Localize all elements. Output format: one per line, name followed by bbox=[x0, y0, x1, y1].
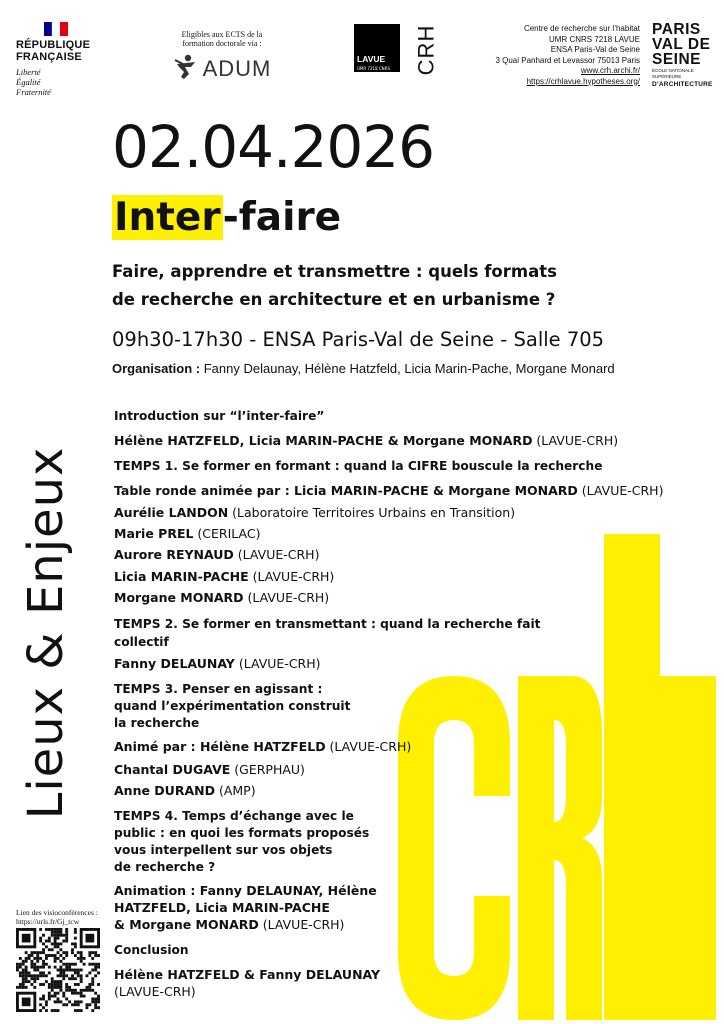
crh-small-text: CRH bbox=[413, 24, 439, 76]
motto-fraternite: Fraternité bbox=[16, 87, 51, 97]
paris-val-de-seine-logo bbox=[652, 22, 716, 89]
event-organisation bbox=[112, 360, 615, 378]
programme-line: Introduction sur “l’inter-faire” bbox=[114, 409, 325, 423]
org-label: Organisation : bbox=[112, 361, 201, 376]
programme-line: Hélène HATZFELD & Fanny DELAUNAY bbox=[114, 967, 381, 982]
side-title-text: Lieux & Enjeux bbox=[18, 446, 74, 820]
republique-title-line1: RÉPUBLIQUE bbox=[16, 39, 91, 51]
lavue-name: LAVUE bbox=[357, 54, 386, 64]
republique-francaise-logo bbox=[16, 22, 106, 97]
programme-line: Licia MARIN-PACHE (LAVUE-CRH) bbox=[114, 569, 335, 584]
programme-line: & Morgane MONARD (LAVUE-CRH) bbox=[114, 917, 345, 932]
address-line: Centre de recherche sur l’habitat bbox=[523, 24, 640, 33]
qr-code[interactable] bbox=[16, 928, 100, 1012]
adum-logo bbox=[168, 54, 276, 84]
programme-line: public : en quoi les formats proposés bbox=[114, 826, 370, 840]
programme-line: Fanny DELAUNAY (LAVUE-CRH) bbox=[114, 656, 321, 671]
pvs-line2: VAL DE bbox=[652, 36, 711, 53]
event-subtitle-line2: de recherche en architecture et en urbanisme ? bbox=[112, 290, 556, 309]
programme-line: Animé par : Hélène HATZFELD (LAVUE-CRH) bbox=[114, 739, 412, 754]
programme-line: de recherche ? bbox=[114, 860, 216, 874]
address-line: UMR CNRS 7218 LAVUE bbox=[549, 34, 640, 44]
programme-line: TEMPS 3. Penser en agissant : bbox=[114, 682, 323, 696]
programme-line: la recherche bbox=[114, 716, 200, 730]
pvs-school: ÉCOLE NATIONALE SUPÉRIEURE bbox=[652, 68, 694, 79]
pvs-line3: SEINE bbox=[652, 51, 702, 68]
programme-line: Conclusion bbox=[114, 943, 189, 957]
event-title-highlight: Inter bbox=[114, 195, 221, 240]
event-date: 02.04.2026 bbox=[112, 113, 435, 181]
org-names: Fanny Delaunay, Hélène Hatzfeld, Licia Marin-Pache, Morgane Monard bbox=[200, 361, 615, 376]
republique-motto bbox=[16, 67, 106, 97]
marianne-icon bbox=[44, 22, 68, 36]
lavue-sub: UMR 7218 CNRS bbox=[357, 66, 390, 71]
crh-website-link[interactable]: www.crh.archi.fr/ bbox=[580, 66, 640, 75]
programme-line: TEMPS 1. Se former en formant : quand la CIFRE bouscule la recherche bbox=[114, 459, 603, 473]
programme-line: vous interpellent sur vos objets bbox=[114, 843, 333, 857]
motto-liberte: Liberté bbox=[16, 67, 41, 77]
address-line: 3 Quai Panhard et Levassor 75013 Paris bbox=[495, 55, 640, 65]
programme-line: Morgane MONARD (LAVUE-CRH) bbox=[114, 590, 330, 605]
crh-small-logo bbox=[412, 22, 440, 78]
programme-line: Chantal DUGAVE (GERPHAU) bbox=[114, 762, 305, 777]
programme-line: Animation : Fanny DELAUNAY, Hélène bbox=[114, 883, 377, 898]
event-title bbox=[112, 194, 341, 242]
programme-line: collectif bbox=[114, 635, 169, 649]
programme-line: Marie PREL (CERILAC) bbox=[114, 526, 261, 541]
pvs-line1: PARIS bbox=[652, 21, 701, 38]
visio-info bbox=[16, 908, 108, 926]
address-line: ENSA Paris-Val de Seine bbox=[550, 45, 640, 54]
address-block bbox=[470, 24, 640, 87]
programme-line: TEMPS 4. Temps d’échange avec le bbox=[114, 809, 354, 823]
adum-figure-icon bbox=[173, 54, 201, 84]
programme-line: TEMPS 2. Se former en transmettant : quand la recherche fait bbox=[114, 617, 541, 631]
programme-line: Aurore REYNAUD (LAVUE-CRH) bbox=[114, 547, 320, 562]
visio-url[interactable]: https://urls.fr/Gj_tcw bbox=[16, 917, 80, 926]
programme-line: quand l’expérimentation construit bbox=[114, 699, 351, 713]
crh-big-logo bbox=[396, 534, 718, 1020]
lavue-logo bbox=[354, 24, 400, 72]
programme-line: Hélène HATZFELD, Licia MARIN-PACHE & Morgane MONARD (LAVUE-CRH) bbox=[114, 433, 619, 448]
adum-text-line2: formation doctorale via : bbox=[182, 39, 262, 48]
event-subtitle-line1: Faire, apprendre et transmettre : quels formats bbox=[112, 262, 557, 281]
programme-line: (LAVUE-CRH) bbox=[114, 984, 196, 999]
visio-label: Lien des visioconférences : bbox=[16, 908, 98, 917]
event-subtitle bbox=[112, 258, 712, 314]
event-time-place: 09h30-17h30 - ENSA Paris-Val de Seine - Salle 705 bbox=[112, 328, 605, 351]
crh-hypotheses-link[interactable]: https://crhlavue.hypotheses.org/ bbox=[526, 76, 640, 86]
programme-line: Table ronde animée par : Licia MARIN-PACHE & Morgane MONARD (LAVUE-CRH) bbox=[114, 483, 664, 498]
pvs-architecture: D’ARCHITECTURE bbox=[652, 81, 713, 88]
adum-block bbox=[168, 30, 276, 84]
side-title bbox=[8, 378, 84, 888]
republique-title-line2: FRANÇAISE bbox=[16, 51, 82, 63]
adum-text-line1: Eligibles aux ECTS de la bbox=[181, 30, 263, 39]
programme-line: HATZFELD, Licia MARIN-PACHE bbox=[114, 900, 330, 915]
motto-egalite: Égalité bbox=[16, 77, 41, 87]
programme-line: Aurélie LANDON (Laboratoire Territoires Urbains en Transition) bbox=[114, 505, 516, 520]
adum-wordmark: ADUM bbox=[202, 56, 272, 81]
programme-line: Anne DURAND (AMP) bbox=[114, 783, 256, 798]
event-title-rest: -faire bbox=[222, 195, 342, 240]
